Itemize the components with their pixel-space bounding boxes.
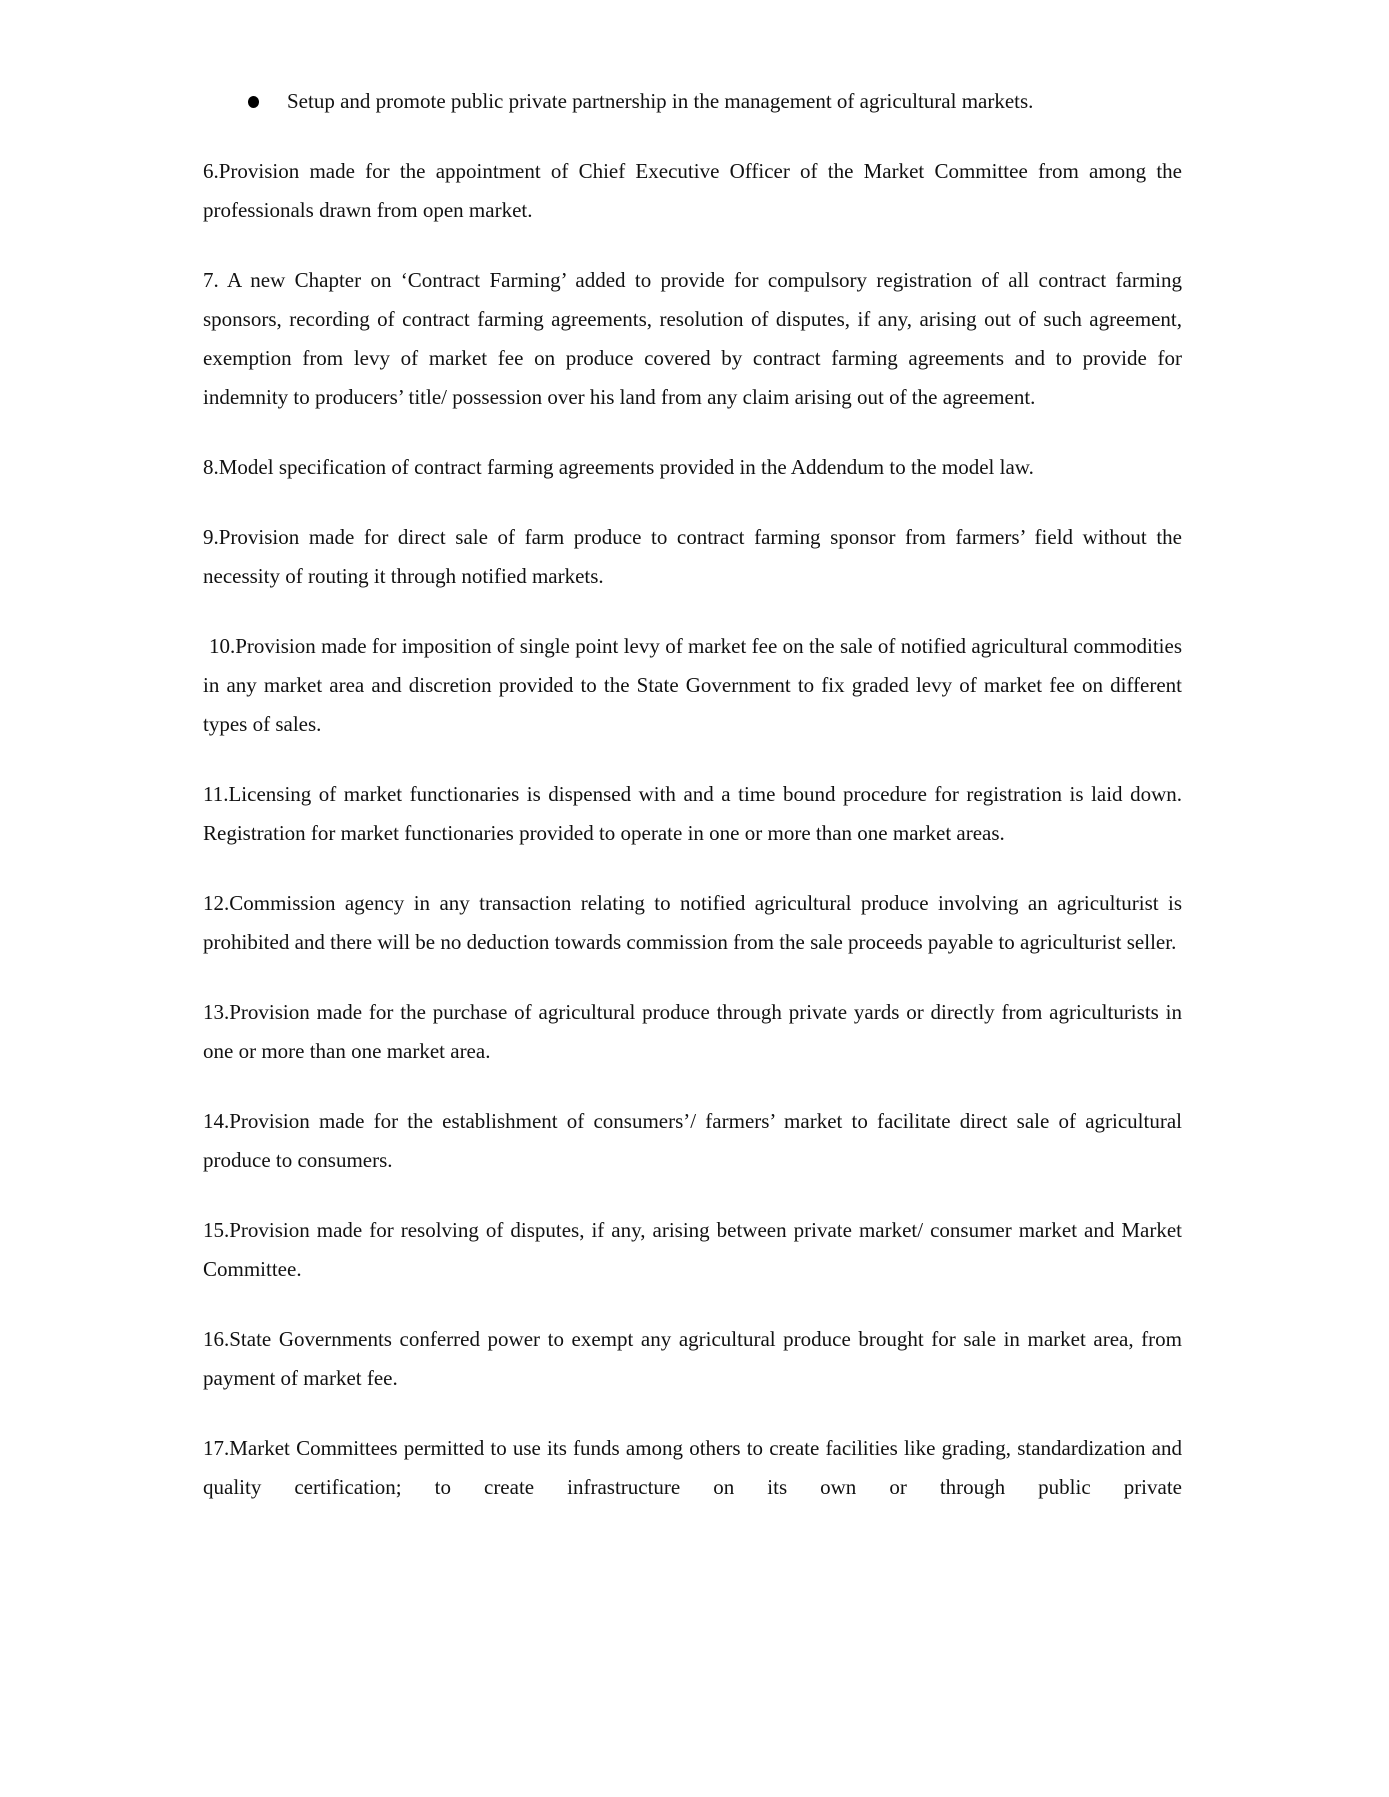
paragraph-11: 11.Licensing of market functionaries is dispensed with and a time bound procedure for registration is laid down. Registration for market functionaries provided to operate in one or more than one market areas.	[203, 782, 1182, 845]
paragraph-6: 6.Provision made for the appointment of Chief Executive Officer of the Market Committee from among the professionals drawn from open market.	[203, 159, 1182, 222]
bullet-item	[203, 82, 1182, 121]
document-page	[203, 82, 1182, 1507]
paragraph-16: 16.State Governments conferred power to exempt any agricultural produce brought for sale in market area, from payment of market fee.	[203, 1327, 1182, 1390]
paragraph-17: 17.Market Committees permitted to use its funds among others to create facilities like grading, standardization and quality certification; to create infrastructure on its own or through public private	[203, 1436, 1182, 1499]
paragraph-7: 7. A new Chapter on ‘Contract Farming’ added to provide for compulsory registration of all contract farming sponsors, recording of contract farming agreements, resolution of disputes, if any, arising out of such agreement, exemption from levy of market fee on produce covered by contract farming agreements and to provide for indemnity to producers’ title/ possession over his land from any claim arising out of the agreement.	[203, 268, 1182, 409]
paragraph-13: 13.Provision made for the purchase of agricultural produce through private yards or directly from agriculturists in one or more than one market area.	[203, 1000, 1182, 1063]
paragraph-14: 14.Provision made for the establishment of consumers’/ farmers’ market to facilitate direct sale of agricultural produce to consumers.	[203, 1109, 1182, 1172]
paragraph-8: 8.Model specification of contract farming agreements provided in the Addendum to the model law.	[203, 455, 1034, 479]
paragraph-12: 12.Commission agency in any transaction relating to notified agricultural produce involving an agriculturist is prohibited and there will be no deduction towards commission from the sale proceeds payable to agriculturist seller.	[203, 891, 1182, 954]
bullet-text: Setup and promote public private partnership in the management of agricultural markets.	[287, 89, 1034, 113]
paragraph-9: 9.Provision made for direct sale of farm produce to contract farming sponsor from farmers’ field without the necessity of routing it through notified markets.	[203, 525, 1182, 588]
paragraph-15: 15.Provision made for resolving of disputes, if any, arising between private market/ consumer market and Market Committee.	[203, 1218, 1182, 1281]
paragraph-10: 10.Provision made for imposition of single point levy of market fee on the sale of notified agricultural commodities in any market area and discretion provided to the State Government to fix graded levy of market fee on different types of sales.	[203, 634, 1182, 736]
bullet-icon	[248, 96, 259, 108]
